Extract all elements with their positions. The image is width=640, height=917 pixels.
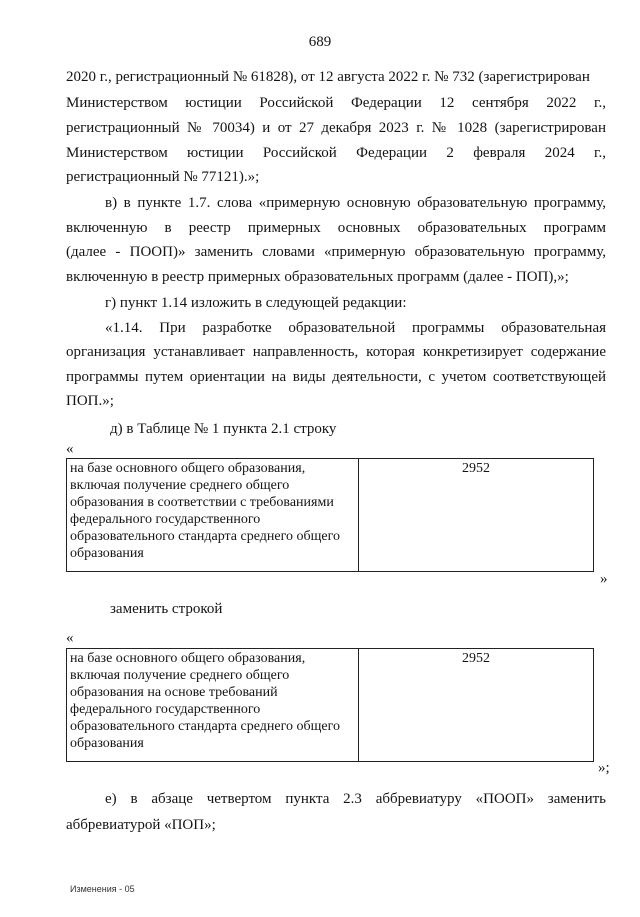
footer-note: Изменения - 05 (70, 884, 135, 894)
page-number: 689 (308, 34, 332, 50)
text-line: аббревиатурой «ПОП»; (66, 817, 216, 833)
closing-quote: »; (598, 760, 610, 776)
text-line: регистрационный № 70034) и от 27 декабря 2023 г. № 1028 (зарегистрирован (66, 120, 606, 136)
paragraph-v-start: в) в пункте 1.7. слова «примерную основную образовательную программу, (105, 195, 606, 211)
text-line: регистрационный № 77121).»; (66, 169, 260, 185)
paragraph-d: д) в Таблице № 1 пункта 2.1 строку (110, 421, 337, 437)
text-line: ПОП.»; (66, 393, 114, 409)
paragraph-e-start: е) в абзаце четвертом пункта 2.3 аббревиатуру «ПООП» заменить (105, 791, 606, 807)
table-cell-description: на базе основного общего образования, включая получение среднего общего образования на основе требований федерального государственного образовательного стандарта среднего общего образования (67, 649, 359, 762)
text-line: программы путем ориентации на виды деятельности, с учетом соответствующей (66, 369, 606, 385)
text-line: Министерством юстиции Российской Федерации 2 февраля 2024 г., (66, 145, 606, 161)
replace-instruction: заменить строкой (110, 601, 223, 617)
table-new-row (66, 648, 594, 762)
quoted-paragraph-start: «1.14. При разработке образовательной программы образовательная (105, 320, 606, 336)
table-cell-description: на базе основного общего образования, включая получение среднего общего образования в соответствии с требованиями федерального государственного образовательного стандарта среднего общего образования (67, 459, 359, 572)
table-row (67, 459, 594, 572)
text-line: включенную в реестр примерных основных образовательных программ (66, 220, 606, 236)
table-cell-value: 2952 (359, 459, 594, 572)
table-row (67, 649, 594, 762)
text-line: (далее - ПООП)» заменить словами «примерную образовательную программу, (66, 244, 606, 260)
text-line: включенную в реестр примерных образовательных программ (далее - ПОП),»; (66, 269, 569, 285)
text-line: организация устанавливает направленность, которая конкретизирует содержание (66, 344, 606, 360)
text-line: 2020 г., регистрационный № 61828), от 12 августа 2022 г. № 732 (зарегистрирован (66, 69, 590, 85)
table-old-row (66, 458, 594, 572)
text-line: Министерством юстиции Российской Федерации 12 сентября 2022 г., (66, 95, 606, 111)
table-cell-value: 2952 (359, 649, 594, 762)
closing-quote: » (600, 571, 608, 587)
opening-quote: « (66, 630, 74, 646)
opening-quote: « (66, 441, 74, 457)
paragraph-g: г) пункт 1.14 изложить в следующей редакции: (105, 295, 407, 311)
